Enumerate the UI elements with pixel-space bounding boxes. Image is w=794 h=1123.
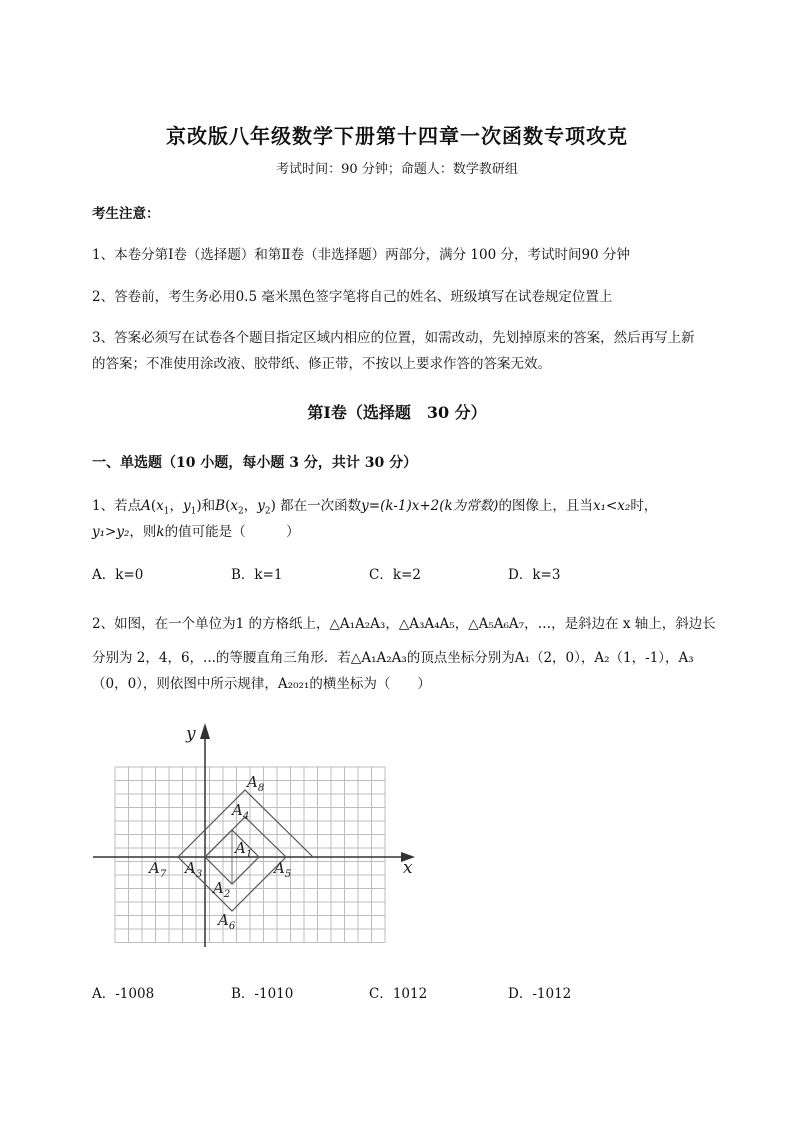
label-a6: $A_6$: [218, 911, 236, 932]
label-a2: $A_2$: [213, 879, 231, 900]
notice-item-2: 2、答卷前，考生务必用0.5 毫米黑色签字笔将自己的姓名、班级填写在试卷规定位置上: [92, 289, 613, 305]
question-2-line2: 分别为 2，4，6，...的等腰直角三角形．若△A₁A₂A₃的顶点坐标分别为A₁（2，0），A₂（1，-1），A₃: [92, 650, 694, 666]
label-a3: $A_3$: [185, 859, 203, 880]
page-title: 京改版八年级数学下册第十四章一次函数专项攻克: [166, 124, 628, 148]
q2-option-a[interactable]: A．-1008: [92, 986, 155, 1002]
label-a5: $A_5$: [274, 859, 292, 880]
y-axis-arrow-icon: [200, 723, 210, 739]
notice-item-3-cont: 的答案；不准使用涂改液、胶带纸、修正带，不按以上要求作答的答案无效。: [92, 356, 551, 372]
notice-item-1: 1、本卷分第Ⅰ卷（选择题）和第Ⅱ卷（非选择题）两部分，满分 100 分，考试时间90 分钟: [92, 247, 630, 263]
question-1-line2: y₁>y₂，则k的值可能是（ ）: [92, 524, 300, 540]
q2-option-c[interactable]: C．1012: [369, 986, 428, 1002]
q2-option-b[interactable]: B．-1010: [231, 986, 294, 1002]
exam-info: 考试时间：90 分钟；命题人：数学教研组: [276, 162, 518, 177]
q1-option-b[interactable]: B．k=1: [231, 567, 283, 583]
question-1-line1: 1、若点$A(x_1$，$y_1$)和$B(x_2$，$y_2$) 都在一次函数y=(k-1)x+2(k为常数)的图像上，且当x₁<x₂时，: [92, 498, 658, 517]
grid-figure: [85, 715, 430, 955]
q1-option-c[interactable]: C．k=2: [369, 567, 421, 583]
q2-option-d[interactable]: D．-1012: [508, 986, 572, 1002]
label-a1: $A_1$: [235, 839, 253, 860]
question-2-line3: （0，0），则依图中所示规律，A₂₀₂₁的横坐标为（ ）: [92, 676, 431, 692]
section-title: 第Ⅰ卷（选择题 30 分）: [307, 403, 487, 422]
notice-item-3: 3、答案必须写在试卷各个题目指定区域内相应的位置，如需改动，先划掉原来的答案，然后再写上新: [92, 330, 695, 346]
y-axis-label: y: [186, 724, 196, 744]
notice-heading: 考生注意：: [92, 206, 160, 222]
q1-option-d[interactable]: D．k=3: [508, 567, 561, 583]
q1-option-a[interactable]: A．k=0: [92, 567, 144, 583]
question-2-line1: 2、如图，在一个单位为1 的方格纸上，△A₁A₂A₃，△A₃A₄A₅，△A₅A₆A₇，…，是斜边在 x 轴上，斜边长: [92, 616, 716, 632]
part-heading: 一、单选题（10 小题，每小题 3 分，共计 30 分）: [92, 455, 418, 471]
label-a8: $A_8$: [247, 773, 265, 794]
label-a4: $A_4$: [232, 801, 250, 822]
label-a7: $A_7$: [149, 859, 167, 880]
x-axis-label: x: [403, 858, 413, 878]
